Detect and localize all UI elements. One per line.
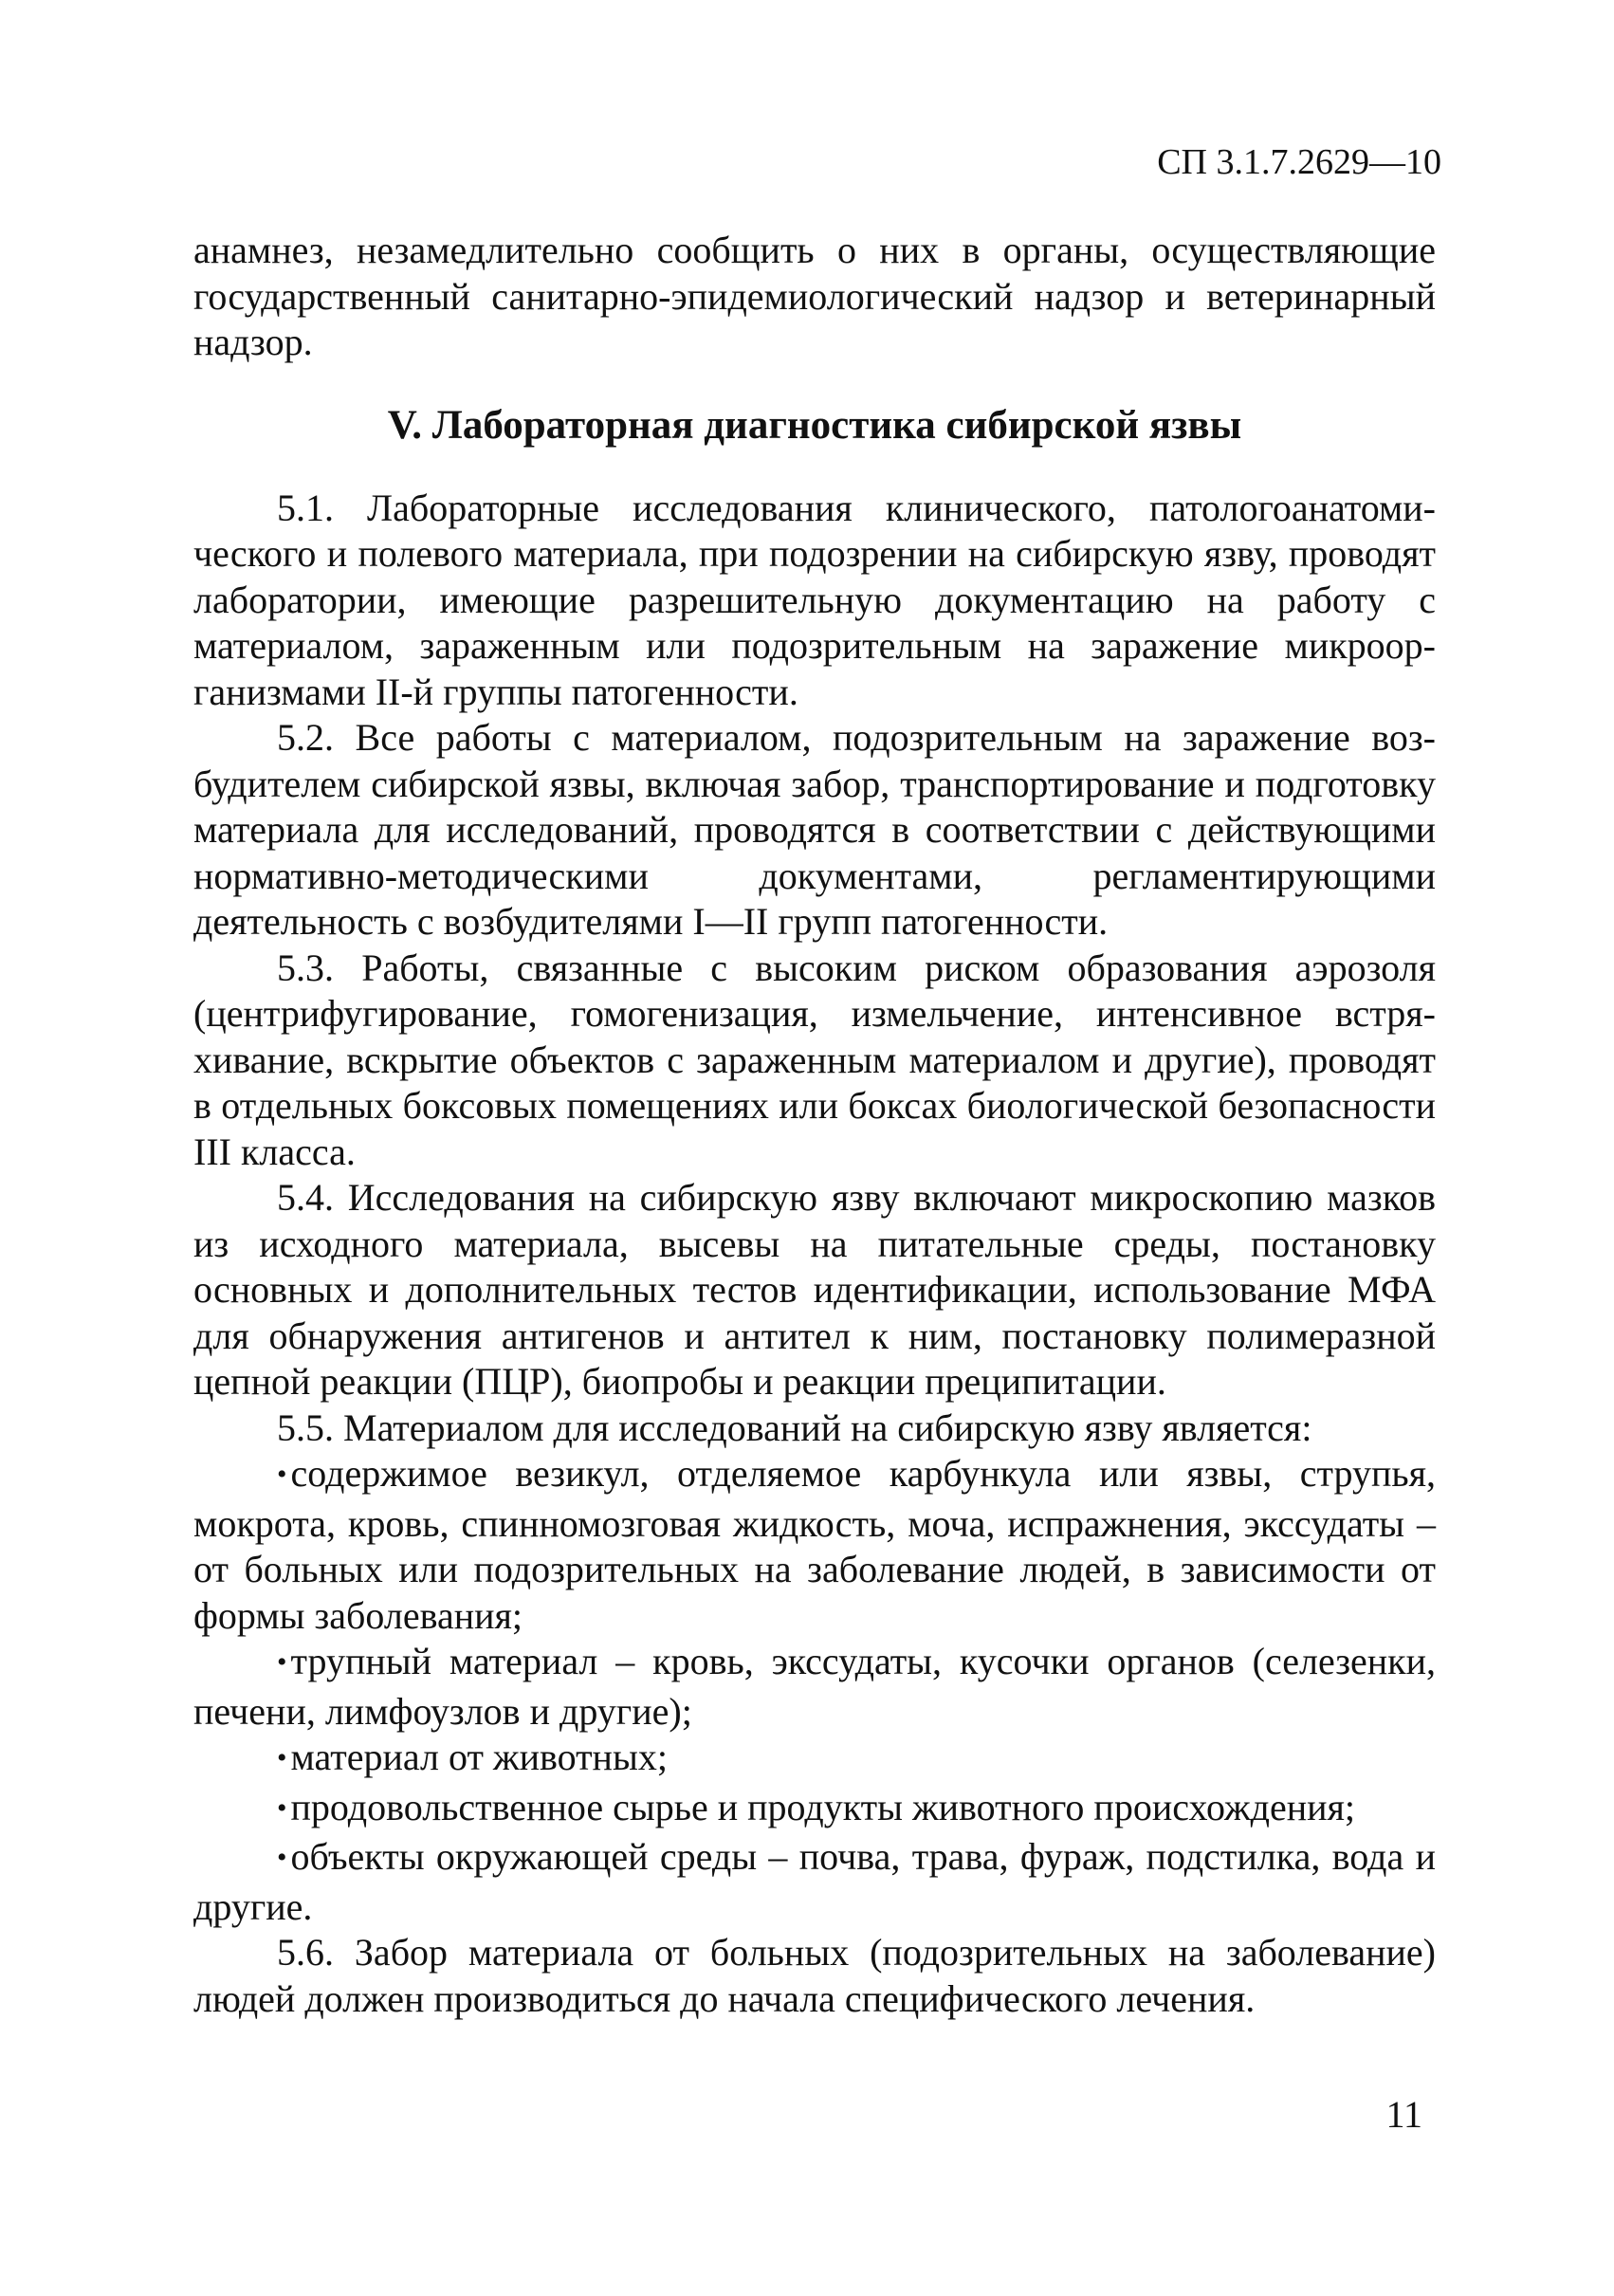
list-item: [193, 1451, 1436, 1639]
list-item-text: объекты окружающей среды – почва, трава, фураж, подстилка, вода и другие.: [193, 1835, 1436, 1928]
list-item-text: трупный материал – кровь, экссудаты, кусочки органов (селезенки, печени, лимфоузлов и другие);: [193, 1640, 1436, 1733]
bullet-icon: •: [277, 1459, 287, 1490]
bullet-icon: •: [277, 1791, 287, 1824]
list-item: [193, 1834, 1436, 1930]
list-item: [193, 1785, 1436, 1835]
paragraph-5-6: 5.6. Забор материала от больных (подозрительных на заболевание) людей должен производиться до начала специфического лечения.: [193, 1931, 1436, 2020]
document-body: [193, 228, 1436, 2022]
list-item: [193, 1639, 1436, 1735]
page-number: 11: [1385, 2093, 1422, 2136]
paragraph-5-5: 5.5. Материалом для исследований на сибирскую язву является:: [277, 1405, 1312, 1449]
bullet-icon: •: [277, 1742, 287, 1773]
paragraph-5-3: 5.3. Работы, связанные с высоким риском образования аэрозоля (центрифугирование, гомогенизация, измельчение, интенсивное встряхивание, вскрытие объектов с зараженным материалом и другие), проводят в отдельных боксовых помещениях или боксах биологической безопасности III класса.: [193, 946, 1436, 1173]
paragraph-5-4: 5.4. Исследования на сибирскую язву включают микроскопию мазков из исходного материала, высевы на питательные среды, постановку основных и дополнительных тестов идентификации, использование МФА для обнаружения антигенов и антител к ним, постановку полимеразной цепной реакции (ПЦР), биопробы и реакции преципитации.: [193, 1176, 1436, 1403]
intro-paragraph: анамнез, незамедлительно сообщить о них в органы, осуществляющие государственный санитарно-эпидемиологический надзор и ветеринарный надзор.: [193, 229, 1436, 363]
list-item: [193, 1735, 1436, 1785]
bullet-icon: •: [277, 1646, 287, 1678]
document-code: СП 3.1.7.2629—10: [1157, 142, 1441, 182]
paragraph-5-2: 5.2. Все работы с материалом, подозрительным на заражение возбудителем сибирской язвы, включая забор, транспортирование и подготовку материала для исследований, проводятся в соответствии с действующими нормативно-методическими документами, регламентирующими деятельность с возбудителями I—II групп патогенности.: [193, 716, 1436, 943]
list-item-text: материал от животных;: [290, 1736, 668, 1778]
section-heading: V. Лабораторная диагностика сибирской язвы: [387, 402, 1242, 448]
bullet-icon: •: [277, 1842, 287, 1873]
list-item-text: содержимое везикул, отделяемое карбункула или язвы, струпья, мокрота, кровь, спинномозговая жидкость, моча, испражнения, экссудаты – от больных или подозрительных на заболевание людей, в зависимости от формы заболевания;: [193, 1452, 1436, 1637]
list-item-text: продовольственное сырье и продукты животного происхождения;: [290, 1785, 1356, 1828]
paragraph-5-1: 5.1. Лабораторные исследования клинического, патологоанатомического и полевого материала, при подозрении на сибирскую язву, проводят лаборатории, имеющие разрешительную документацию на работу с материалом, зараженным или подозрительным на заражение микроорганизмами II-й группы патогенности.: [193, 486, 1436, 713]
